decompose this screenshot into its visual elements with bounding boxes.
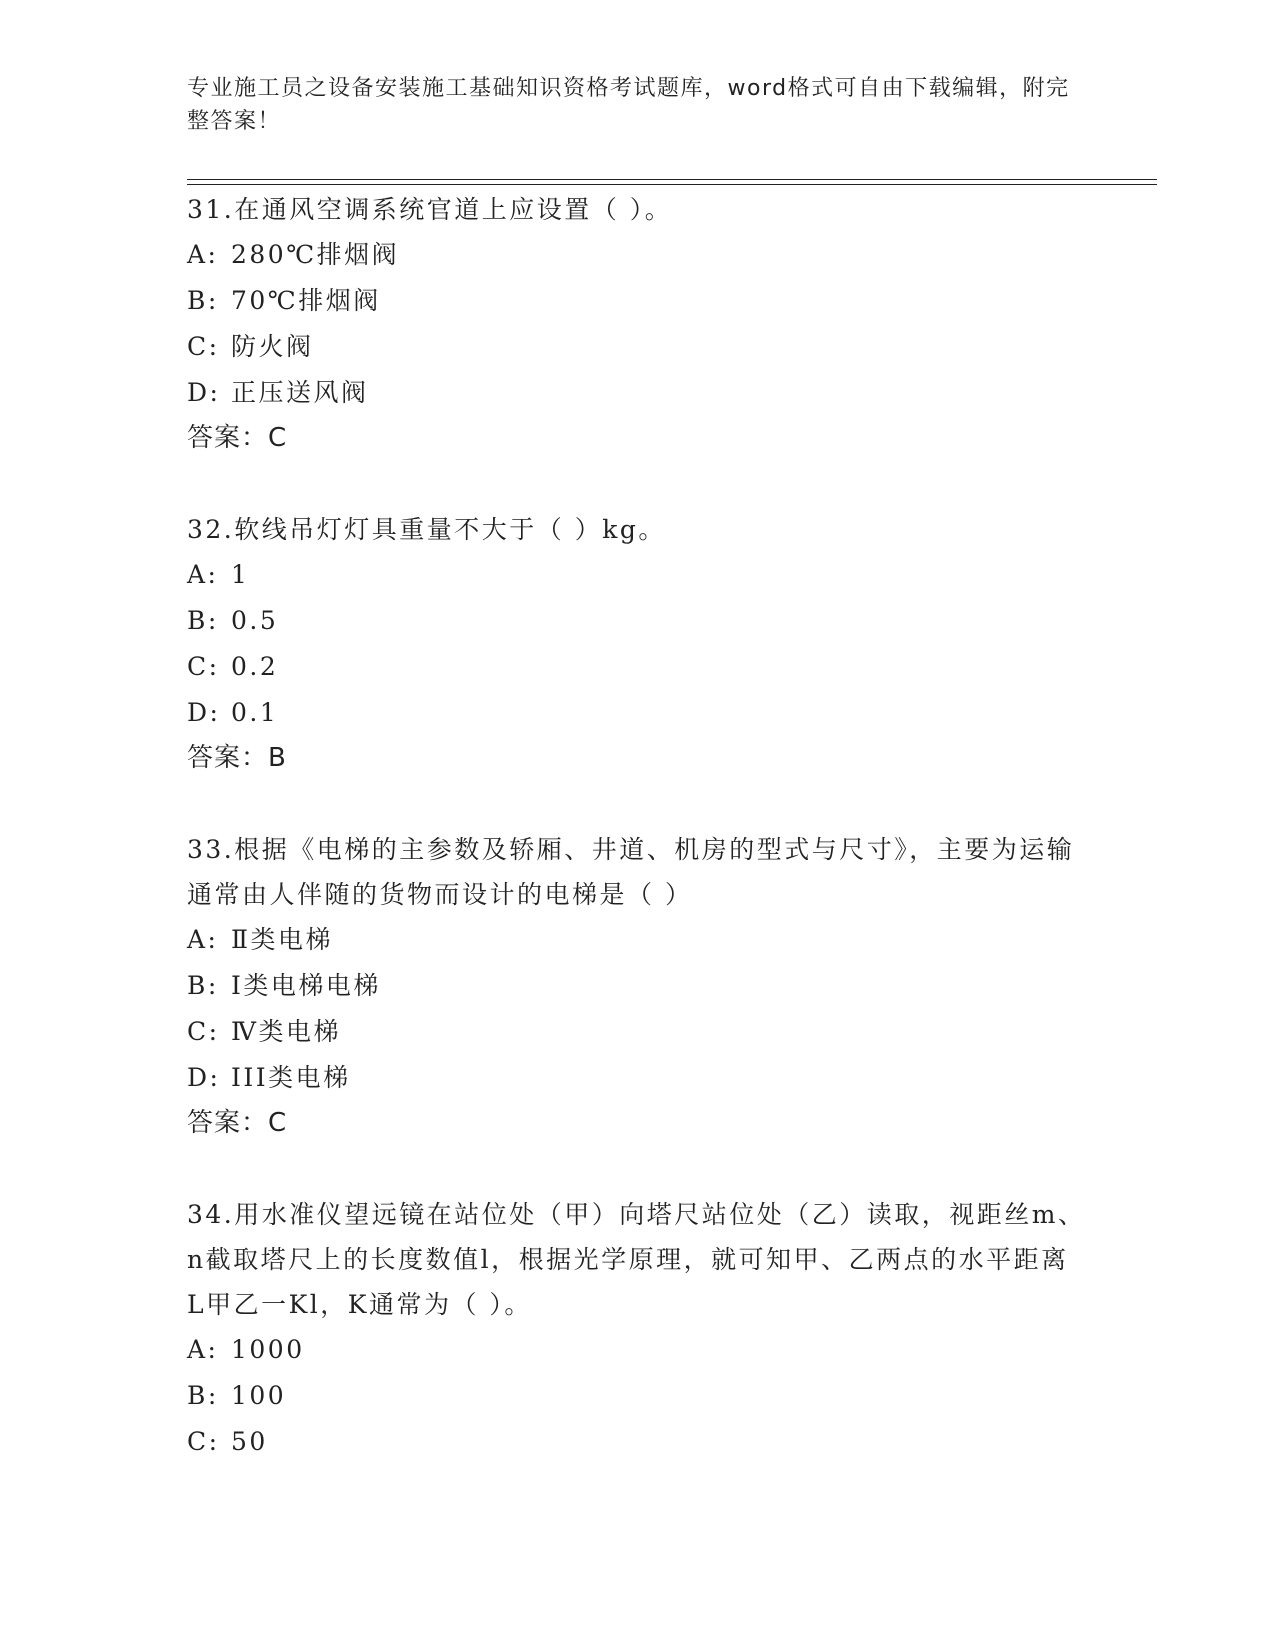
question-stem: 34.用水准仪望远镜在站位处（甲）向塔尺站位处（乙）读取，视距丝m、n截取塔尺上的长度数值l，根据光学原理，就可知甲、乙两点的水平距离L甲乙一Kl，K通常为（ ）。: [187, 1200, 1086, 1319]
option-b: [187, 278, 1087, 324]
option-text: Ⅰ类电梯电梯: [231, 971, 381, 1000]
option-d: [187, 1055, 1087, 1101]
option-text: 70℃排烟阀: [231, 286, 381, 315]
option-b: [187, 598, 1087, 644]
option-key: B:: [187, 1381, 219, 1410]
option-key: A:: [187, 925, 219, 954]
option-key: C:: [187, 652, 220, 681]
question-stem: 32.软线吊灯灯具重量不大于（ ）kg。: [187, 515, 666, 544]
option-c: [187, 644, 1087, 690]
question-stem: 33.根据《电梯的主参数及轿厢、井道、机房的型式与尺寸》，主要为运输通常由人伴随的货物而设计的电梯是（ ）: [187, 835, 1075, 909]
option-a: [187, 232, 1087, 278]
option-d: [187, 370, 1087, 416]
question-34: [187, 1192, 1087, 1465]
option-text: 0.1: [231, 698, 279, 727]
option-text: 1: [231, 560, 250, 589]
option-text: Ⅱ类电梯: [231, 925, 333, 954]
option-c: [187, 1009, 1087, 1055]
option-c: [187, 324, 1087, 370]
option-text: 280℃排烟阀: [231, 240, 400, 269]
answer: 答案：C: [187, 423, 288, 453]
option-key: D:: [187, 698, 221, 727]
option-b: [187, 963, 1087, 1009]
option-key: B:: [187, 286, 219, 315]
option-key: D:: [187, 1063, 221, 1092]
option-c: [187, 1419, 1087, 1465]
document-header: 专业施工员之设备安装施工基础知识资格考试题库，word格式可自由下载编辑，附完整答案！: [187, 76, 1070, 134]
option-key: A:: [187, 240, 219, 269]
option-text: Ⅳ类电梯: [231, 1017, 341, 1046]
option-key: A:: [187, 1335, 219, 1364]
header-divider-top: [187, 179, 1157, 180]
option-text: III类电梯: [231, 1063, 351, 1092]
option-key: C:: [187, 1017, 220, 1046]
option-key: D:: [187, 378, 221, 407]
option-text: 0.2: [231, 652, 279, 681]
option-a: [187, 552, 1087, 598]
option-text: 50: [231, 1427, 268, 1456]
option-d: [187, 690, 1087, 736]
question-stem: 31.在通风空调系统官道上应设置（ ）。: [187, 195, 673, 224]
option-text: 1000: [231, 1335, 305, 1364]
option-key: A:: [187, 560, 219, 589]
option-key: B:: [187, 971, 219, 1000]
answer: 答案：B: [187, 743, 287, 773]
option-text: 正压送风阀: [231, 378, 369, 407]
option-key: B:: [187, 606, 219, 635]
option-a: [187, 917, 1087, 963]
option-text: 防火阀: [231, 332, 314, 361]
answer: 答案：C: [187, 1108, 288, 1138]
option-b: [187, 1373, 1087, 1419]
question-31: [187, 187, 1087, 460]
option-a: [187, 1327, 1087, 1373]
header-divider-bottom: [187, 184, 1157, 185]
option-text: 0.5: [231, 606, 279, 635]
question-33: [187, 827, 1087, 1145]
option-key: C:: [187, 332, 220, 361]
option-text: 100: [231, 1381, 287, 1410]
question-32: [187, 507, 1087, 780]
option-key: C:: [187, 1427, 220, 1456]
